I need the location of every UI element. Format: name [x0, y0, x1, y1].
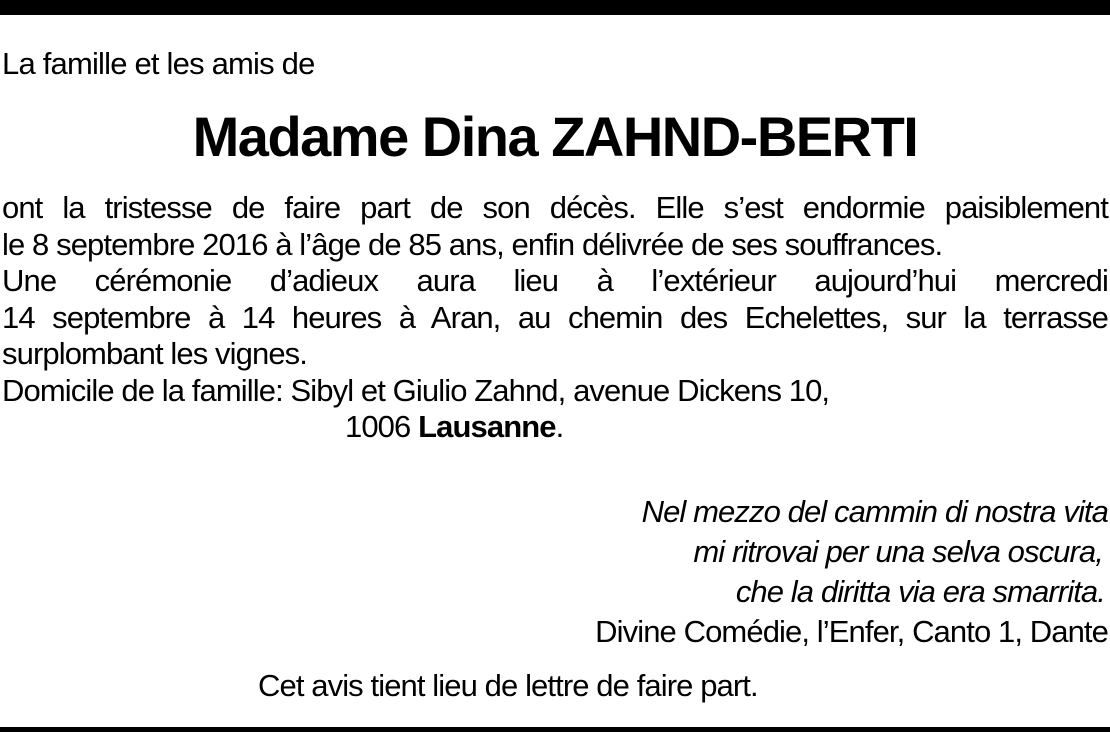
announcement-line: surplombant les vignes.: [2, 336, 307, 371]
dante-quote: [408, 492, 1108, 652]
quote-verse: mi ritrovai per una selva oscura,: [693, 534, 1103, 569]
announcement-text: [2, 190, 1108, 446]
quote-verse: che la diritta via era smarrita.: [735, 574, 1105, 609]
bottom-border-rule: [0, 727, 1110, 732]
address-city-line: [2, 409, 1108, 446]
domicile-line: Domicile de la famille: Sibyl et Giulio Zahnd, avenue Dickens 10,: [2, 372, 830, 408]
quote-verse: Nel mezzo del cammin di nostra vita: [641, 494, 1108, 529]
postal-code: 1006: [345, 409, 411, 444]
city-suffix: .: [555, 409, 564, 444]
intro-text: La famille et les amis de: [2, 46, 315, 81]
announcement-line: le 8 septembre 2016 à l’âge de 85 ans, enfin délivrée de ses souffrances.: [2, 226, 943, 262]
announcement-line: Une cérémonie d’adieux aura lieu à l’extérieur aujourd’hui mercredi: [2, 263, 1108, 298]
announcement-line: ont la tristesse de faire part de son décès. Elle s’est endormie paisiblement: [2, 190, 1108, 225]
closing-statement: Cet avis tient lieu de lettre de faire part.: [258, 668, 758, 703]
city-name: Lausanne: [418, 409, 556, 444]
deceased-name-heading: Madame Dina ZAHND-BERTI: [192, 105, 918, 168]
announcement-line: 14 septembre à 14 heures à Aran, au chemin des Echelettes, sur la terrasse: [2, 299, 1108, 335]
quote-attribution: Divine Comédie, l’Enfer, Canto 1, Dante: [595, 614, 1108, 649]
